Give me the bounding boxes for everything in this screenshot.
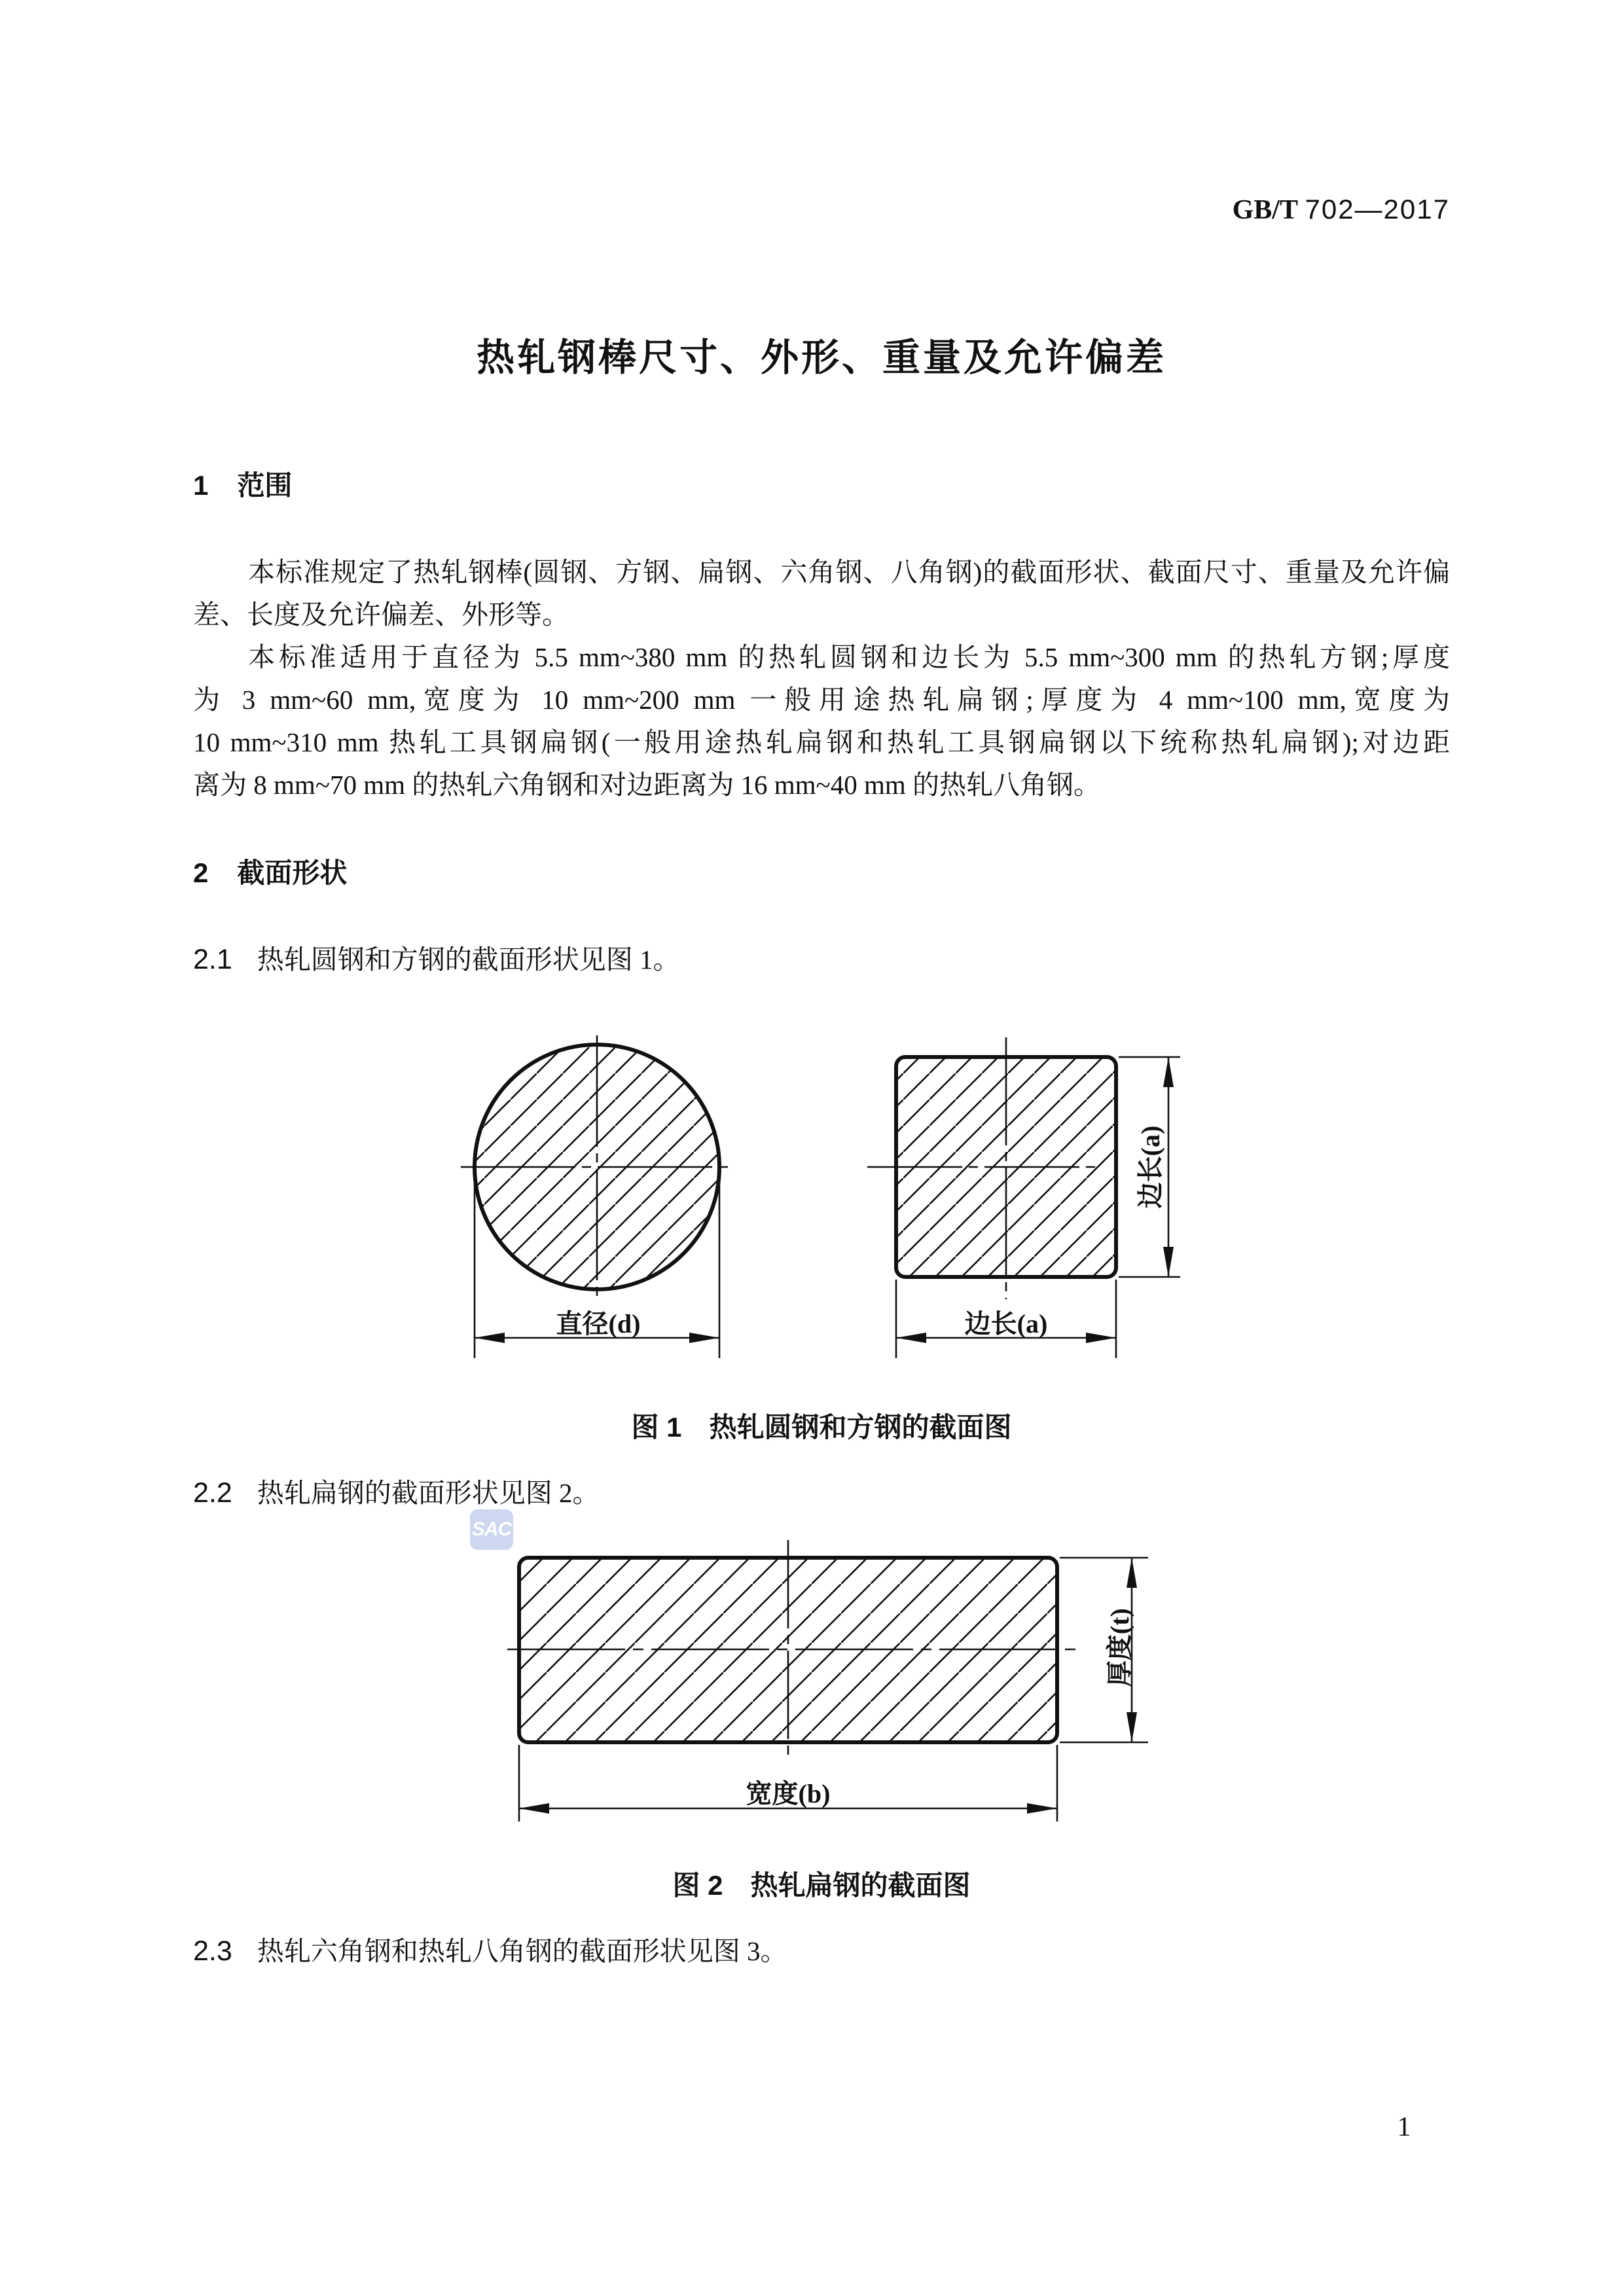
paragraph-line: 离为 8 mm~70 mm 的热轧六角钢和对边距离为 16 mm~40 mm 的热轧八角钢。: [193, 770, 1100, 800]
paragraph-line: 10 mm~310 mm 热轧工具钢扁钢(一般用途热轧扁钢和热轧工具钢扁钢以下统称热轧扁钢);对边距: [193, 727, 1450, 757]
paragraph-line: 差、长度及允许偏差、外形等。: [193, 600, 569, 630]
sac-watermark-logo: SAC: [470, 1509, 513, 1550]
paragraph-line: 本标准适用于直径为 5.5 mm~380 mm 的热轧圆钢和边长为 5.5 mm~300 mm 的热轧方钢;厚度: [248, 642, 1450, 672]
clause-2-3: [193, 1935, 787, 1967]
clause-2-1-text: 热轧圆钢和方钢的截面形状见图 1。: [257, 944, 680, 975]
figure-2-caption: 图 2 热轧扁钢的截面图: [672, 1870, 971, 1901]
page-number: 1: [1397, 2112, 1411, 2142]
side-length-dimension-label-bottom: 边长(a): [964, 1309, 1048, 1338]
diameter-dimension-label: 直径(d): [556, 1309, 641, 1338]
clause-2-2-text: 热轧扁钢的截面形状见图 2。: [257, 1478, 600, 1508]
scope-paragraph-2: [193, 636, 1450, 806]
standard-number: [193, 194, 1450, 226]
clause-2-1-number: 2.1: [193, 944, 232, 975]
clause-2-1: [193, 943, 680, 976]
scope-paragraphs: [193, 551, 1450, 806]
standard-code: 702—2017: [1305, 194, 1450, 224]
figure-1-caption: 图 1 热轧圆钢和方钢的截面图: [631, 1412, 1012, 1443]
scope-paragraph-1: [193, 551, 1450, 636]
hatched-circle: [475, 1045, 719, 1289]
clause-2-2: [193, 1477, 600, 1509]
section-1-number: 1: [193, 470, 209, 501]
hatched-rectangle: [519, 1558, 1057, 1742]
section-2-heading: [193, 857, 347, 889]
thickness-dimension-label: 厚度(t): [1105, 1608, 1134, 1687]
paragraph-line: 为 3 mm~60 mm,宽度为 10 mm~200 mm 一般用途热轧扁钢;厚度为 4 mm~100 mm,宽度为: [193, 685, 1450, 715]
paragraph-line: 本标准规定了热轧钢棒(圆钢、方钢、扁钢、六角钢、八角钢)的截面形状、截面尺寸、重量及允许偏: [248, 557, 1450, 587]
clause-2-2-number: 2.2: [193, 1477, 232, 1509]
section-1-title: 范围: [237, 470, 293, 501]
clause-2-3-text: 热轧六角钢和热轧八角钢的截面形状见图 3。: [257, 1936, 787, 1966]
standard-prefix: GB/T: [1232, 195, 1298, 225]
page-title: 热轧钢棒尺寸、外形、重量及允许偏差: [476, 336, 1166, 379]
clause-2-3-number: 2.3: [193, 1935, 232, 1967]
hatched-square: [896, 1057, 1116, 1277]
section-2-number: 2: [193, 857, 209, 888]
section-2-title: 截面形状: [237, 857, 348, 888]
width-dimension-label: 宽度(b): [746, 1779, 831, 1808]
section-1-heading: [193, 470, 292, 501]
side-length-dimension-label-right: 边长(a): [1136, 1125, 1165, 1209]
